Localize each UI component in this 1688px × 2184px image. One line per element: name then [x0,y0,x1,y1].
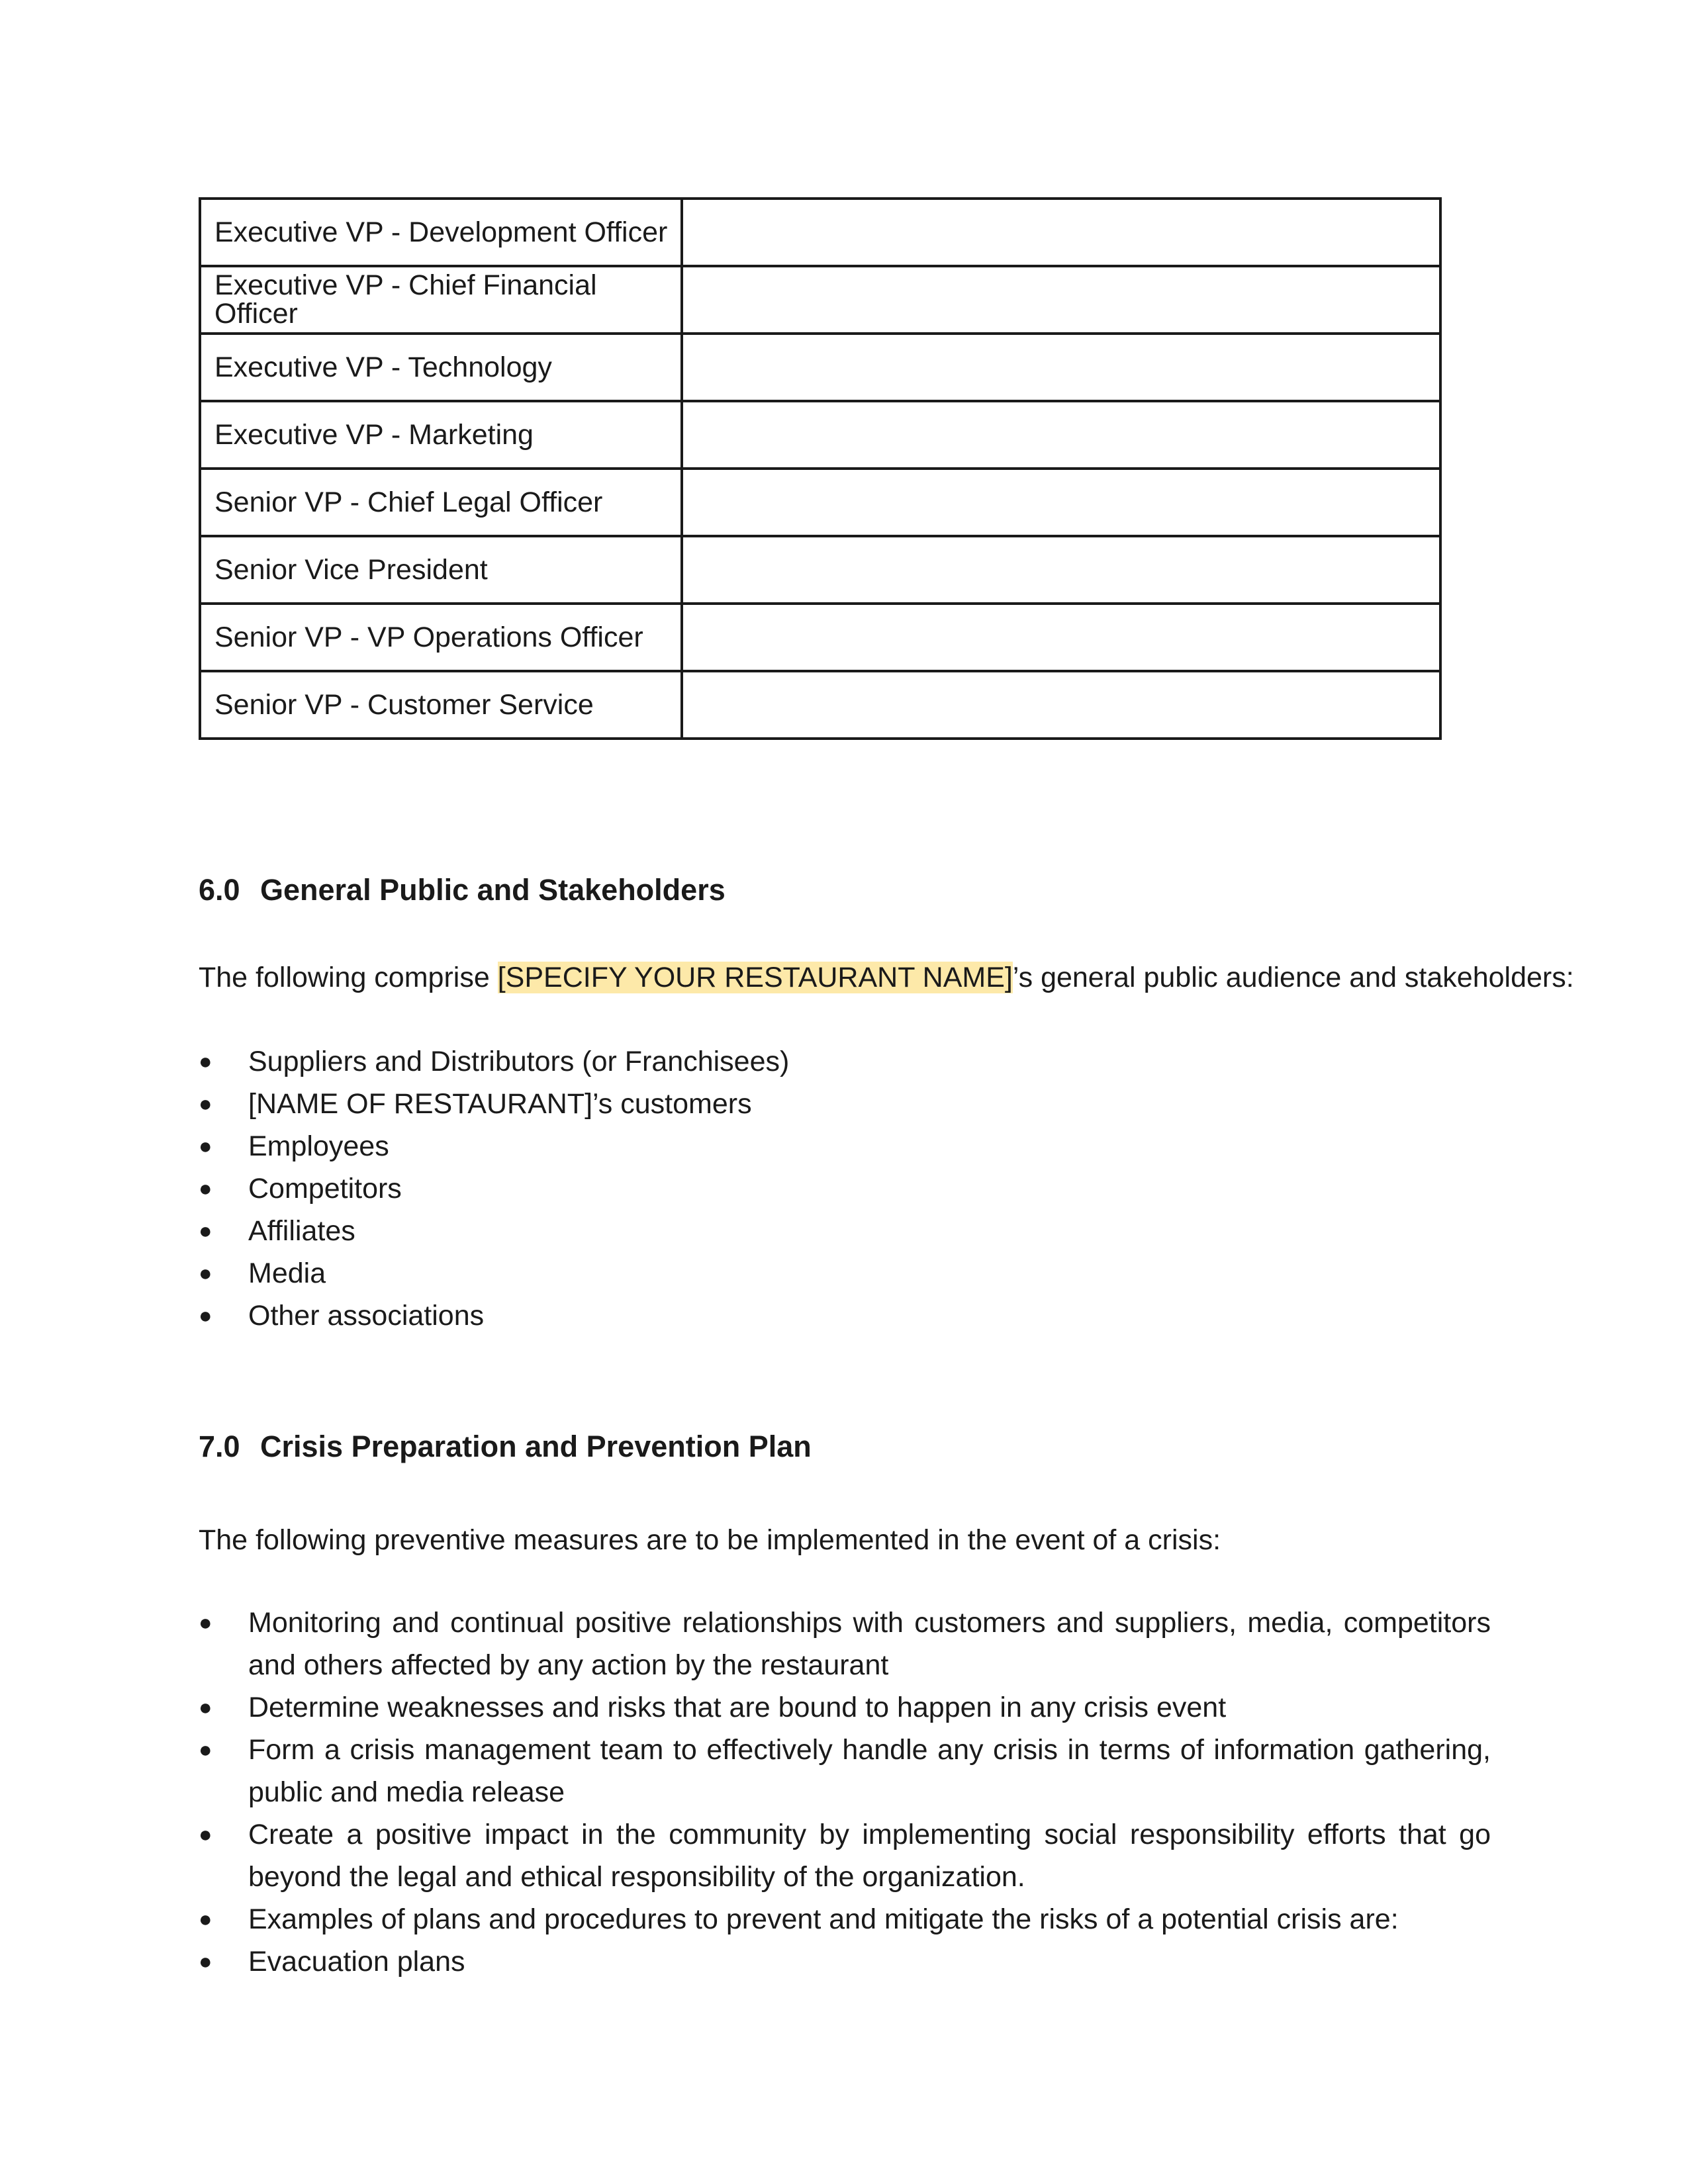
list-item [199,1295,1491,1337]
section-7-intro: The following preventive measures are to be implemented in the event of a crisis: [199,1524,1221,1556]
list-item-text: Other associations [248,1300,485,1332]
list-item-text: Evacuation plans [248,1946,465,1978]
section-number: 6.0 [199,873,240,907]
bullet-icon: ● [199,1610,212,1635]
bullet-icon: ● [199,1303,212,1328]
section-heading-6 [199,875,726,905]
section-heading-7 [199,1432,812,1461]
list-item [199,1252,1491,1295]
bullet-icon: ● [199,1218,212,1244]
section-number: 7.0 [199,1430,240,1463]
role-cell: Executive VP - Development Officer [200,199,682,266]
list-item [199,1040,1491,1083]
value-cell[interactable] [682,199,1440,266]
bullet-icon: ● [199,1176,212,1201]
intro-text: The following comprise [199,962,498,993]
prevention-list [199,1602,1491,1983]
section-6-intro [199,964,1574,992]
value-cell[interactable] [682,536,1440,604]
list-item-text: Examples of plans and procedures to prevent and mitigate the risks of a potential crisis are: [248,1903,1399,1935]
intro-text: ’s general public audience and stakeholders: [1012,962,1574,993]
list-item [199,1125,1491,1167]
stakeholder-list [199,1040,1491,1337]
roles-table [199,197,1442,740]
restaurant-name-placeholder[interactable]: [SPECIFY YOUR RESTAURANT NAME] [497,962,1013,993]
value-cell[interactable] [682,604,1440,671]
value-cell[interactable] [682,671,1440,739]
list-item [199,1210,1491,1252]
list-item-text: Create a positive impact in the community by implementing social responsibility efforts that go beyond the legal and ethical responsibility of the organization. [248,1819,1491,1893]
list-item [199,1729,1491,1813]
list-item-text: Employees [248,1130,389,1162]
list-item-text: Form a crisis management team to effectively handle any crisis in terms of information gathering, public and media release [248,1734,1491,1808]
role-cell: Executive VP - Marketing [200,401,682,469]
bullet-icon: ● [199,1737,212,1762]
role-cell: Senior VP - Chief Legal Officer [200,469,682,536]
list-item [199,1898,1491,1940]
list-item [199,1686,1491,1729]
value-cell[interactable] [682,401,1440,469]
table-row [200,401,1440,469]
bullet-icon: ● [199,1907,212,1932]
list-item [199,1083,1491,1125]
table-row [200,199,1440,266]
list-item-text: Suppliers and Distributors (or Franchisees) [248,1046,790,1077]
table-row [200,469,1440,536]
list-item-text: Media [248,1257,326,1289]
bullet-icon: ● [199,1091,212,1116]
list-item-text: Competitors [248,1173,402,1205]
bullet-icon: ● [199,1261,212,1286]
table-row [200,266,1440,334]
role-cell: Executive VP - Technology [200,334,682,401]
list-item-text: Determine weaknesses and risks that are bound to happen in any crisis event [248,1692,1227,1723]
bullet-icon: ● [199,1049,212,1074]
section-title: Crisis Preparation and Prevention Plan [260,1430,812,1463]
section-title: General Public and Stakeholders [260,873,726,907]
table-row [200,604,1440,671]
list-item-text: [NAME OF RESTAURANT]’s customers [248,1088,752,1120]
value-cell[interactable] [682,334,1440,401]
list-item [199,1167,1491,1210]
bullet-icon: ● [199,1695,212,1720]
value-cell[interactable] [682,469,1440,536]
bullet-icon: ● [199,1134,212,1159]
value-cell[interactable] [682,266,1440,334]
table-row [200,334,1440,401]
list-item [199,1940,1491,1983]
bullet-icon: ● [199,1822,212,1847]
table-row [200,671,1440,739]
role-cell: Senior Vice President [200,536,682,604]
role-cell: Executive VP - Chief Financial Officer [200,266,682,334]
bullet-icon: ● [199,1949,212,1974]
list-item [199,1813,1491,1898]
list-item-text: Monitoring and continual positive relationships with customers and suppliers, media, competitors and others affected by any action by the restaurant [248,1607,1491,1681]
role-cell: Senior VP - VP Operations Officer [200,604,682,671]
table-row [200,536,1440,604]
list-item [199,1602,1491,1686]
list-item-text: Affiliates [248,1215,355,1247]
role-cell: Senior VP - Customer Service [200,671,682,739]
